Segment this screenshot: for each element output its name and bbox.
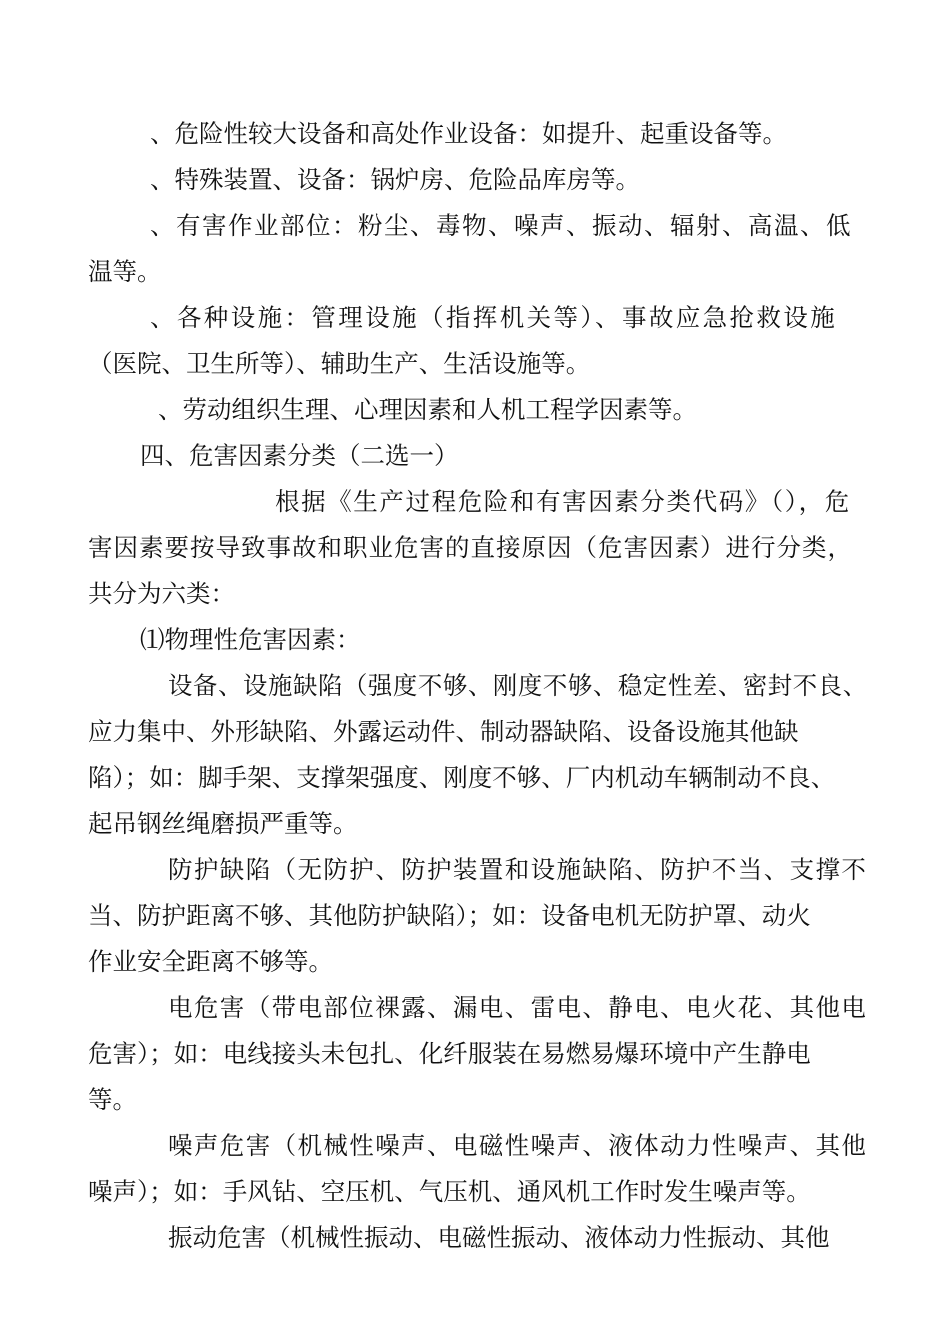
list-item-harmful-work-areas: 、有害作业部位：粉尘、毒物、噪声、振动、辐射、高温、低	[150, 211, 852, 240]
subheading-physical-hazards: ⑴物理性危害因素：	[140, 625, 361, 654]
paragraph-protection-defects-line-2: 当、防护距离不够、其他防护缺陷）；如：设备电机无防护罩、动火	[88, 901, 811, 930]
paragraph-equipment-defects-line-2: 应力集中、外形缺陷、外露运动件、制动器缺陷、设备设施其他缺	[88, 717, 799, 746]
list-item-facilities-cont: （医院、卫生所等）、辅助生产、生活设施等。	[88, 349, 591, 378]
paragraph-noise-hazards-line-2: 噪声）；如：手风钻、空压机、气压机、通风机工作时发生噪声等。	[88, 1177, 811, 1206]
list-item-harmful-work-areas-cont: 温等。	[88, 257, 162, 286]
paragraph-noise-hazards-line-1: 噪声危害（机械性噪声、电磁性噪声、液体动力性噪声、其他	[168, 1131, 868, 1160]
list-item-facilities: 、各种设施：管理设施（指挥机关等）、事故应急抢救设施	[150, 303, 838, 332]
paragraph-electrical-hazards-line-2: 危害）；如：电线接头未包扎、化纤服装在易燃易爆环境中产生静电	[88, 1039, 811, 1068]
paragraph-equipment-defects-line-1: 设备、设施缺陷（强度不够、刚度不够、稳定性差、密封不良、	[168, 671, 868, 700]
paragraph-equipment-defects-line-3: 陷）；如：脚手架、支撑架强度、刚度不够、厂内机动车辆制动不良、	[88, 763, 836, 792]
list-item-labor-organization: 、劳动组织生理、心理因素和人机工程学因素等。	[158, 395, 697, 424]
paragraph-intro-line-2: 害因素要按导致事故和职业危害的直接原因（危害因素）进行分类，	[88, 533, 853, 562]
paragraph-electrical-hazards-line-1: 电危害（带电部位裸露、漏电、雷电、静电、电火花、其他电	[168, 993, 868, 1022]
paragraph-protection-defects-line-3: 作业安全距离不够等。	[88, 947, 333, 976]
paragraph-protection-defects-line-1: 防护缺陷（无防护、防护装置和设施缺陷、防护不当、支撑不	[168, 855, 868, 884]
list-item-special-installations: 、特殊装置、设备：锅炉房、危险品库房等。	[150, 165, 640, 194]
paragraph-electrical-hazards-line-3: 等。	[88, 1085, 137, 1114]
section-heading-hazard-classification: 四、危害因素分类（二选一）	[140, 441, 459, 470]
paragraph-intro-line-3: 共分为六类：	[88, 579, 235, 608]
paragraph-vibration-hazards-line-1: 振动危害（机械性振动、电磁性振动、液体动力性振动、其他	[168, 1223, 830, 1252]
list-item-dangerous-equipment: 、危险性较大设备和高处作业设备：如提升、起重设备等。	[150, 119, 787, 148]
paragraph-intro-line-1: 根据《生产过程危险和有害因素分类代码》（），危	[275, 487, 851, 516]
paragraph-equipment-defects-line-4: 起吊钢丝绳磨损严重等。	[88, 809, 358, 838]
